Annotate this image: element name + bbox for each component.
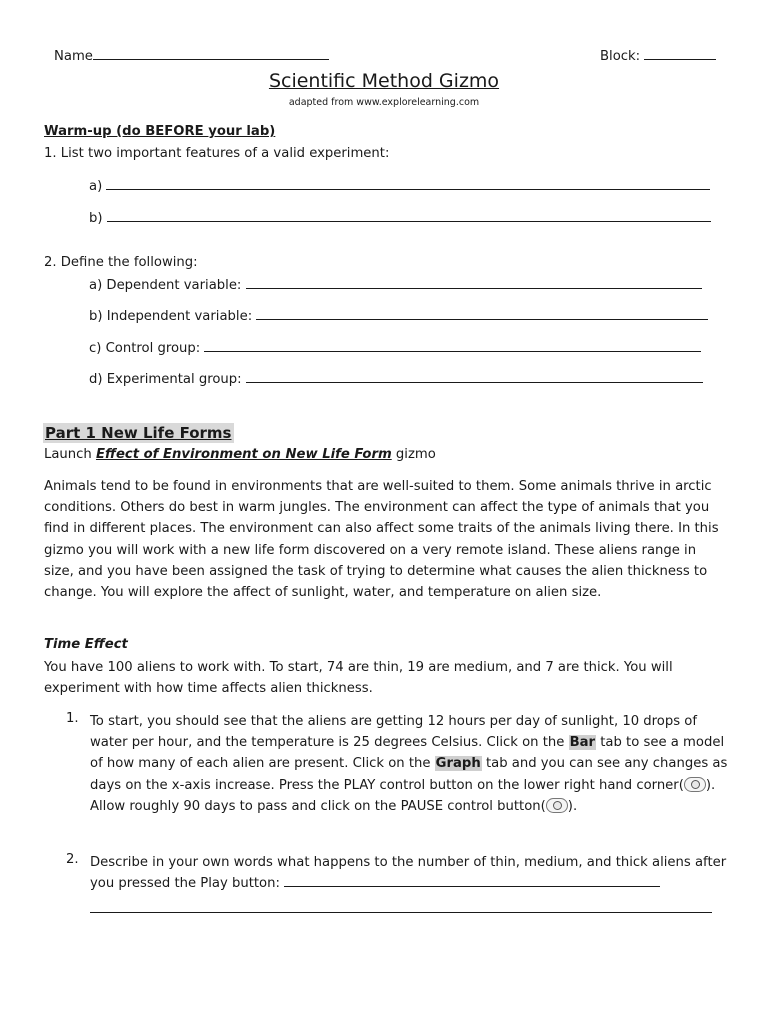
intro-paragraph: Animals tend to be found in environments that are well-suited to them. Some animals thrive in arctic conditions. Others do best in warm jungles. The environment can affect the type of animals that you find in different places. The environment can also affect some traits of the animals living there. In this gizmo you will work with a new life form discovered on a very remote island. These aliens range in size, and you have been assigned the task of trying to determine what causes the alien thickness to change. You will explore the affect of sunlight, water, and temperature on alien size. [44,479,719,601]
q2-d-label: d) Experimental group: [89,372,242,387]
time-effect-heading: Time Effect [44,637,128,652]
q2-answer-d[interactable] [89,370,703,387]
part1-heading: Part 1 New Life Forms [45,424,232,442]
step-1-text-e: ). [567,798,578,814]
warmup-question-2: 2. Define the following: [44,255,198,270]
q2-c-label: c) Control group: [89,341,201,356]
q2-b-blank[interactable] [256,307,708,320]
graph-tab-label: Graph [435,756,481,772]
block-field[interactable] [600,47,716,64]
step-1-text-a: To start, you should see that the aliens are getting 12 hours per day of sunlight, 10 drops of water per hour, and the temperature is 25 degrees Celsius. Click on the [90,714,698,751]
step-1-text-c: tab and you can see any changes as days on the x-axis increase. Press the PLAY control button on the lower right hand corner( [90,756,728,793]
q2-answer-c[interactable] [89,339,701,356]
q1-answer-b[interactable] [89,209,711,226]
step-1-text [90,711,728,817]
launch-suffix: gizmo [395,447,436,462]
q1-a-blank[interactable] [106,177,710,190]
warmup-question-1: 1. List two important features of a valid experiment: [44,146,390,161]
page-title: Scientific Method Gizmo [268,70,500,92]
block-label: Block: [600,49,641,64]
time-effect-paragraph: You have 100 aliens to work with. To start, 74 are thin, 19 are medium, and 7 are thick. You will experiment with how time affects alien thickness. [44,660,673,697]
step-1-number: 1. [66,711,79,726]
name-label: Name [54,49,93,64]
q2-c-blank[interactable] [204,339,701,352]
play-button-icon [684,777,706,792]
step-2-blank-2[interactable] [90,900,712,913]
q1-a-label: a) [89,179,103,194]
step-2-answer-line[interactable] [90,900,712,917]
gizmo-name: Effect of Environment on New Life Form [95,447,392,462]
warmup-heading: Warm-up (do BEFORE your lab) [44,124,276,139]
q2-b-label: b) Independent variable: [89,309,253,324]
q1-b-label: b) [89,211,103,226]
q2-answer-a[interactable] [89,276,702,293]
step-2-blank-1[interactable] [284,874,660,887]
step-2-question: Describe in your own words what happens to the number of thin, medium, and thick aliens after you pressed the Play button: [90,855,727,892]
q1-b-blank[interactable] [107,209,711,222]
step-2-text [90,852,728,894]
step-2 [66,852,728,894]
page-subtitle: adapted from www.explorelearning.com [288,97,480,108]
name-field[interactable] [54,47,329,64]
q1-answer-a[interactable] [89,177,710,194]
bar-tab-label: Bar [569,735,596,751]
launch-instruction [44,447,436,462]
step-2-number: 2. [66,852,79,867]
launch-prefix: Launch [44,447,92,462]
q2-d-blank[interactable] [246,370,703,383]
pause-button-icon [546,798,568,813]
step-1-text-d: ). Allow roughly 90 days to pass and click on the PAUSE control button( [90,777,716,814]
q2-a-blank[interactable] [246,276,702,289]
q2-answer-b[interactable] [89,307,708,324]
step-1 [66,711,728,841]
block-blank[interactable] [644,47,716,60]
name-blank[interactable] [93,47,329,60]
q2-a-label: a) Dependent variable: [89,278,242,293]
step-1-text-b: tab to see a model of how many of each alien are present. Click on the [90,735,725,772]
